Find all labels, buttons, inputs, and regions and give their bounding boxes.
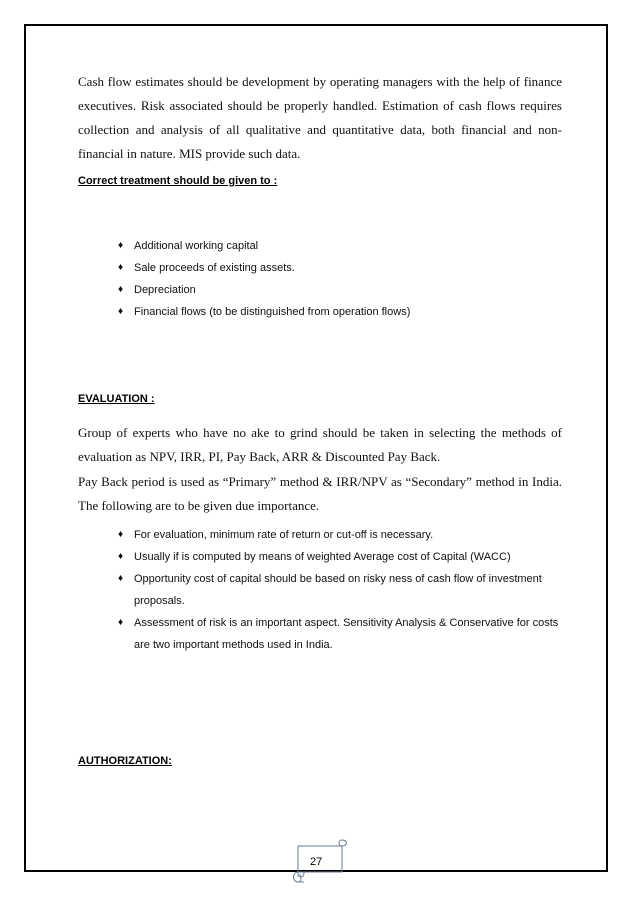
paragraph-line: evaluation as NPV, IRR, PI, Pay Back, ARR & Discounted Pay Back.: [78, 449, 441, 464]
list-item: ♦ Financial flows (to be distinguished from operation flows): [118, 306, 411, 318]
diamond-bullet-icon: ♦: [118, 529, 124, 540]
list-item: ♦ Assessment of risk is an important aspect. Sensitivity Analysis & Conservative for costs are two important methods used in India.: [118, 612, 578, 656]
evaluation-paragraph-2: [78, 470, 562, 518]
intro-paragraph: [78, 70, 562, 166]
diamond-bullet-icon: ♦: [118, 284, 124, 295]
diamond-bullet-icon: ♦: [118, 551, 124, 562]
list-item: ♦ For evaluation, minimum rate of return or cut-off is necessary.: [118, 524, 578, 546]
paragraph-line: Pay Back period is used as “Primary” method & IRR/NPV as “Secondary” method in India.: [78, 474, 562, 489]
paragraph-line: collection and analysis of all qualitative and quantitative data, both financial and non-: [78, 122, 562, 137]
evaluation-heading: EVALUATION :: [78, 393, 155, 405]
evaluation-paragraph-1: [78, 421, 562, 469]
paragraph-line: The following are to be given due importance.: [78, 498, 320, 513]
authorization-heading: AUTHORIZATION:: [78, 755, 172, 767]
evaluation-list: [118, 524, 578, 656]
diamond-bullet-icon: ♦: [118, 240, 124, 251]
list-item: ♦ Sale proceeds of existing assets.: [118, 262, 295, 274]
treatment-list: [118, 240, 578, 328]
paragraph-line: financial in nature. MIS provide such data.: [78, 146, 301, 161]
diamond-bullet-icon: ♦: [118, 306, 124, 317]
paragraph-line: executives. Risk associated should be properly handled. Estimation of cash flows requires: [78, 98, 562, 113]
diamond-bullet-icon: ♦: [118, 262, 124, 273]
list-item: ♦ Usually if is computed by means of weighted Average cost of Capital (WACC): [118, 546, 578, 568]
diamond-bullet-icon: ♦: [118, 573, 124, 584]
paragraph-line: Group of experts who have no ake to grind should be taken in selecting the methods of: [78, 425, 562, 440]
list-item: ♦ Opportunity cost of capital should be based on risky ness of cash flow of investment proposals.: [118, 568, 578, 612]
list-item: ♦ Depreciation: [118, 284, 196, 296]
page-number: 27: [310, 856, 323, 868]
treatment-heading: Correct treatment should be given to :: [78, 175, 278, 187]
diamond-bullet-icon: ♦: [118, 617, 124, 628]
paragraph-line: Cash flow estimates should be development by operating managers with the help of finance: [78, 74, 562, 89]
list-item: ♦ Additional working capital: [118, 240, 259, 252]
